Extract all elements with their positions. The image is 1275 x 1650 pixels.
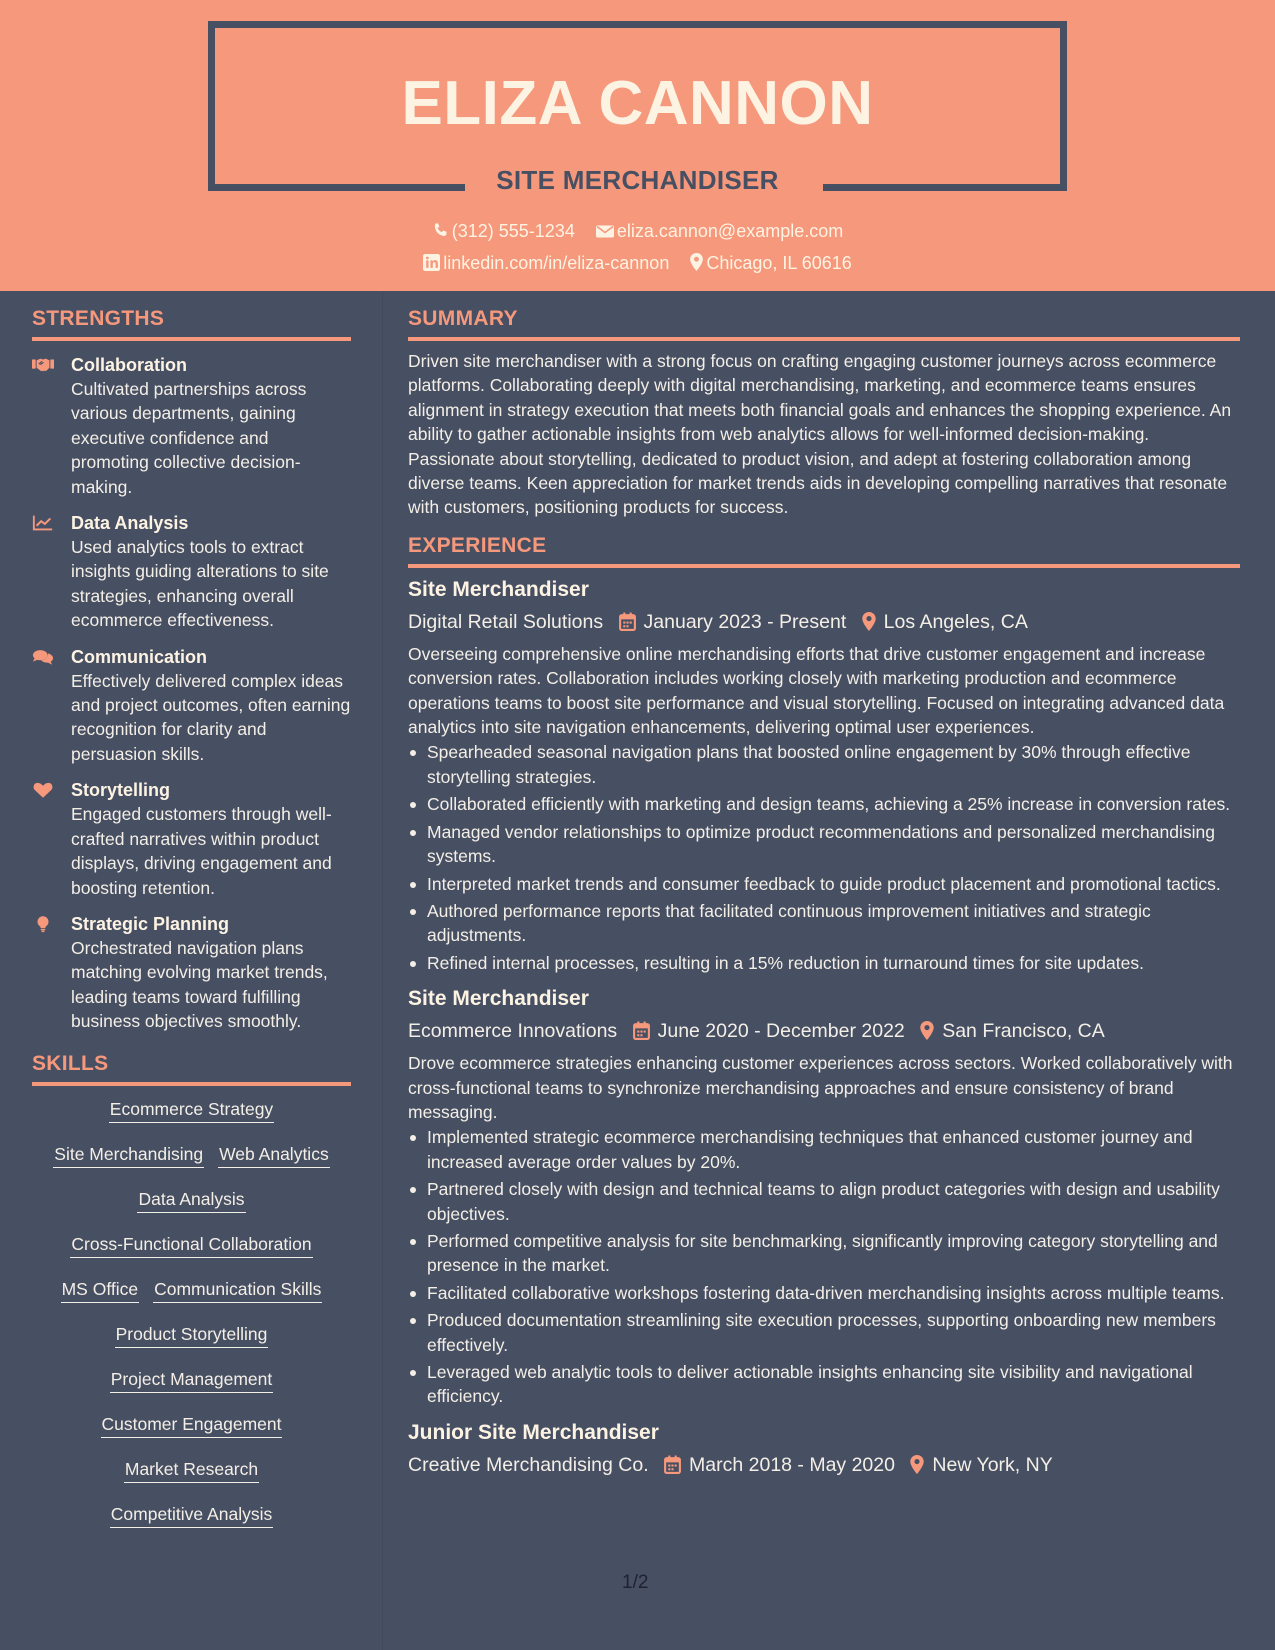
page-number: 1/2 xyxy=(622,1572,649,1593)
strength-desc: Used analytics tools to extract insights guiding alterations to site strategies, enhancing overall ecommerce effectiveness. xyxy=(71,537,329,631)
contact-line-2 xyxy=(0,253,1275,274)
job-dates-text: March 2018 - May 2020 xyxy=(689,1453,895,1476)
bullet-item: Implemented strategic ecommerce merchandising techniques that enhanced customer journey and increased average order values by 20%. xyxy=(408,1125,1240,1174)
phone-icon xyxy=(432,222,449,239)
calendar-icon xyxy=(633,1021,650,1040)
map-pin-icon xyxy=(862,612,876,631)
job-bullets xyxy=(408,1125,1240,1408)
strength-title: Storytelling xyxy=(71,780,171,801)
strength-item xyxy=(32,353,351,499)
email-contact[interactable] xyxy=(596,221,843,242)
contact-line-1 xyxy=(0,221,1275,242)
experience-heading: EXPERIENCE xyxy=(408,534,1240,568)
skill-tag: Competitive Analysis xyxy=(110,1503,273,1528)
strength-desc: Cultivated partnerships across various departments, gaining executive confidence and promoting collective decision-making. xyxy=(71,379,307,497)
job-role: Site Merchandiser xyxy=(408,987,589,1011)
job-entry xyxy=(408,985,1240,1409)
job-meta xyxy=(408,1015,1240,1047)
resume-header xyxy=(0,0,1275,291)
strength-desc: Orchestrated navigation plans matching evolving market trends, leading teams toward fulfilling business objectives smoothly. xyxy=(71,937,328,1032)
name-frame xyxy=(208,21,1067,195)
strength-item xyxy=(32,511,351,633)
skill-tag: Site Merchandising xyxy=(53,1143,204,1168)
skill-tag: Product Storytelling xyxy=(115,1323,269,1348)
summary-text: Driven site merchandiser with a strong focus on crafting engaging customer journeys across ecommerce platforms. Collaborating deeply with digital merchandising, marketing, and ecommerce teams ensures alignment in strategy execution that meets both financial goals and enhances the shopping experience. An ability to gather actionable insights from web analytics allows for well-informed decision-making. Passionate about storytelling, dedicated to product vision, and adept at fostering collaboration among diverse teams. Keen appreciation for market trends aids in developing compelling narratives that resonate with customers, positioning products for success. xyxy=(408,351,1232,518)
location-text: Chicago, IL 60616 xyxy=(706,253,852,273)
chart-line-icon xyxy=(32,514,54,532)
strength-title: Strategic Planning xyxy=(71,913,230,934)
phone-text: (312) 555-1234 xyxy=(451,221,575,241)
skill-tag: Web Analytics xyxy=(218,1143,330,1168)
calendar-icon xyxy=(619,612,636,631)
job-dates xyxy=(619,606,847,638)
job-description: Drove ecommerce strategies enhancing customer experiences across sectors. Worked collaboratively with cross-functional teams to synchronize merchandising approaches and ensure consistency of brand messaging. xyxy=(408,1053,1233,1122)
job-meta xyxy=(408,1449,1240,1481)
skill-tag: Project Management xyxy=(110,1368,273,1393)
skill-tag: Market Research xyxy=(124,1458,259,1483)
map-pin-icon xyxy=(910,1455,924,1474)
calendar-icon xyxy=(664,1455,681,1474)
candidate-name: ELIZA CANNON xyxy=(401,69,874,138)
job-location xyxy=(920,1015,1105,1047)
job-company: Ecommerce Innovations xyxy=(408,1020,618,1043)
job-bullets xyxy=(408,740,1240,975)
job-company: Digital Retail Solutions xyxy=(408,610,604,633)
job-location-text: New York, NY xyxy=(932,1453,1053,1476)
comments-icon xyxy=(32,648,54,666)
job-location-text: Los Angeles, CA xyxy=(883,610,1028,633)
job-role: Site Merchandiser xyxy=(408,577,589,601)
bullet-item: Performed competitive analysis for site benchmarking, significantly improving category storytelling and presence in the market. xyxy=(408,1229,1240,1278)
column-divider xyxy=(382,291,383,1650)
job-title: SITE MERCHANDISER xyxy=(496,165,779,195)
bullet-item: Facilitated collaborative workshops fostering data-driven merchandising insights across multiple teams. xyxy=(408,1281,1240,1305)
map-pin-icon xyxy=(690,253,703,271)
linkedin-text: linkedin.com/in/eliza-cannon xyxy=(443,253,670,273)
skill-tag: MS Office xyxy=(61,1278,140,1303)
location-contact xyxy=(690,253,851,274)
bullet-item: Produced documentation streamlining site execution processes, supporting onboarding new members effectively. xyxy=(408,1308,1240,1357)
skill-tag: Communication Skills xyxy=(153,1278,322,1303)
map-pin-icon xyxy=(920,1021,934,1040)
strength-title: Communication xyxy=(71,646,208,667)
skills-list xyxy=(32,1098,351,1548)
envelope-icon xyxy=(596,224,614,239)
job-location xyxy=(910,1449,1052,1481)
handshake-icon xyxy=(32,356,54,374)
bullet-item: Interpreted market trends and consumer feedback to guide product placement and promotional tactics. xyxy=(408,872,1240,896)
skill-tag: Cross-Functional Collaboration xyxy=(70,1233,312,1258)
heart-icon xyxy=(32,781,54,799)
job-entry xyxy=(408,1419,1240,1481)
strengths-heading: STRENGTHS xyxy=(32,307,351,341)
linkedin-contact[interactable] xyxy=(423,253,669,274)
bullet-item: Refined internal processes, resulting in a 15% reduction in turnaround times for site updates. xyxy=(408,951,1240,975)
skill-tag: Ecommerce Strategy xyxy=(109,1098,274,1123)
strength-desc: Engaged customers through well-crafted narratives within product displays, driving engagement and boosting retention. xyxy=(71,804,332,898)
bullet-item: Leveraged web analytic tools to deliver actionable insights enhancing site visibility and navigational efficiency. xyxy=(408,1360,1240,1409)
lightbulb-icon xyxy=(32,915,54,933)
summary-heading: SUMMARY xyxy=(408,307,1240,341)
strength-desc: Effectively delivered complex ideas and project outcomes, often earning recognition for clarity and persuasion skills. xyxy=(71,670,351,764)
bullet-item: Partnered closely with design and technical teams to align product categories with design and usability objectives. xyxy=(408,1177,1240,1226)
strength-item xyxy=(32,778,351,900)
job-dates-text: June 2020 - December 2022 xyxy=(657,1020,905,1043)
skill-tag: Data Analysis xyxy=(137,1188,245,1213)
strength-title: Data Analysis xyxy=(71,513,189,534)
job-location-text: San Francisco, CA xyxy=(942,1020,1105,1043)
job-company: Creative Merchandising Co. xyxy=(408,1453,649,1476)
linkedin-icon xyxy=(423,254,440,271)
skill-tag: Customer Engagement xyxy=(101,1413,283,1438)
left-column xyxy=(32,291,351,1548)
phone-contact[interactable] xyxy=(432,221,575,242)
bullet-item: Spearheaded seasonal navigation plans that boosted online engagement by 30% through effective storytelling strategies. xyxy=(408,740,1240,789)
skills-heading: SKILLS xyxy=(32,1052,351,1086)
strength-item xyxy=(32,645,351,767)
job-location xyxy=(862,606,1028,638)
job-dates-text: January 2023 - Present xyxy=(643,610,847,633)
job-description: Overseeing comprehensive online merchandising efforts that drive customer engagement and increase conversion rates. Collaboration includes working closely with marketing production and ecommerce operations teams to boost site performance and visual storytelling. Focused on integrating advanced data analytics into site navigation enhancements, delivering optimal user experiences. xyxy=(408,643,1225,738)
job-dates xyxy=(633,1015,905,1047)
strength-item xyxy=(32,912,351,1034)
strength-title: Collaboration xyxy=(71,355,187,375)
bullet-item: Collaborated efficiently with marketing and design teams, achieving a 25% increase in conversion rates. xyxy=(408,792,1240,816)
bullet-item: Managed vendor relationships to optimize product recommendations and personalized merchandising systems. xyxy=(408,820,1240,869)
job-role: Junior Site Merchandiser xyxy=(408,1420,659,1444)
right-column xyxy=(408,291,1240,1481)
email-text: eliza.cannon@example.com xyxy=(616,221,844,241)
job-dates xyxy=(664,1449,895,1481)
job-entry xyxy=(408,576,1240,975)
bullet-item: Authored performance reports that facilitated continuous improvement initiatives and strategic adjustments. xyxy=(408,899,1240,948)
strengths-list xyxy=(32,353,351,1034)
job-meta xyxy=(408,606,1240,638)
